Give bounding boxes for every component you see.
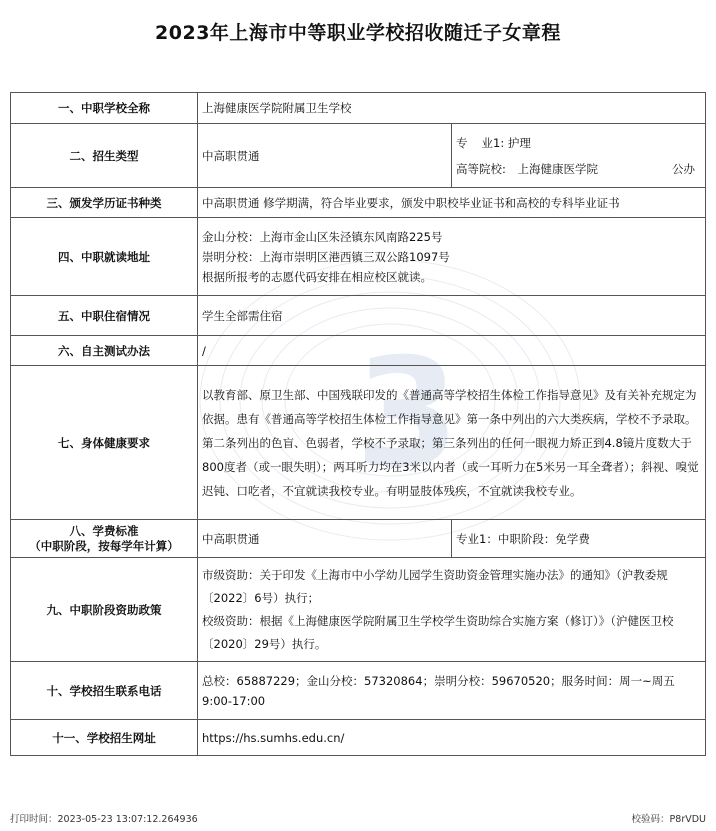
page-title: 2023年上海市中等职业学校招收随迁子女章程 bbox=[155, 22, 561, 44]
table-row bbox=[11, 218, 706, 296]
college-suffix: 公办 bbox=[672, 161, 695, 176]
admission-table bbox=[10, 92, 706, 756]
college-value: 上海健康医学院 bbox=[517, 161, 599, 176]
major-mid: 业1: bbox=[481, 135, 505, 150]
major-value: 护理 bbox=[507, 135, 531, 150]
table-row bbox=[11, 124, 706, 188]
enroll-type-left: 中高职贯通 bbox=[198, 124, 452, 188]
tuition-label-line2: （中职阶段，按每学年计算） bbox=[29, 538, 179, 553]
aid-value bbox=[198, 558, 706, 662]
aid-school: 校级资助：根据《上海健康医学院附属卫生学校学生资助综合实施方案（修订）》（沪健医卫校〔2020〕29号）执行。 bbox=[202, 613, 674, 651]
certificate-value: 中高职贯通 修学期满，符合毕业要求，颁发中职校毕业证书和高校的专科毕业证书 bbox=[198, 188, 706, 218]
website-link[interactable]: https://hs.sumhs.edu.cn/ bbox=[198, 720, 706, 756]
table-row bbox=[11, 93, 706, 124]
dorm-value: 学生全部需住宿 bbox=[198, 296, 706, 336]
row-label-school-name: 一、中职学校全称 bbox=[11, 93, 198, 124]
address-chongming: 崇明分校：上海市崇明区港西镇三双公路1097号 bbox=[202, 249, 450, 264]
row-label-tuition bbox=[11, 520, 198, 558]
address-jinshan: 金山分校：上海市金山区朱泾镇东风南路225号 bbox=[202, 229, 443, 244]
address-value bbox=[198, 218, 706, 296]
print-time: 打印时间：2023-05-23 13:07:12.264936 bbox=[10, 814, 198, 825]
address-note: 根据所报考的志愿代码安排在相应校区就读。 bbox=[202, 269, 432, 284]
table-row bbox=[11, 720, 706, 756]
health-value: 以教育部、原卫生部、中国残联印发的《普通高等学校招生体检工作指导意见》及有关补充规定为依据。患有《普通高等学校招生体检工作指导意见》第一条中列出的六大类疾病，学校不予录取。第二条列出的色盲、色弱者，学校不予录取；第三条列出的任何一眼视力矫正到4.8镜片度数大于800度者（或一眼失明）；两耳听力均在3米以内者（或一耳听力在5米另一耳全聋者）；斜视、嗅觉迟钝、口吃者，不宜就读我校专业。有明显肢体残疾，不宜就读我校专业。 bbox=[198, 366, 706, 520]
college-prefix: 高等院校: bbox=[456, 161, 506, 176]
check-code: 校验码：P8rVDU bbox=[631, 814, 706, 825]
aid-city: 市级资助：关于印发《上海市中小学幼儿园学生资助资金管理实施办法》的通知》（沪教委规〔2022〕6号）执行； bbox=[202, 567, 668, 605]
row-label-address: 四、中职就读地址 bbox=[11, 218, 198, 296]
table-row bbox=[11, 558, 706, 662]
row-label-enroll-type: 二、招生类型 bbox=[11, 124, 198, 188]
major-prefix: 专 bbox=[456, 135, 468, 150]
phone-value: 总校：65887229；金山分校：57320864；崇明分校：59670520；服务时间：周一~周五 9:00-17:00 bbox=[198, 662, 706, 720]
table-row bbox=[11, 336, 706, 366]
table-row bbox=[11, 296, 706, 336]
table-row bbox=[11, 662, 706, 720]
row-label-test: 六、自主测试办法 bbox=[11, 336, 198, 366]
tuition-left: 中高职贯通 bbox=[198, 520, 452, 558]
row-label-certificate: 三、颁发学历证书种类 bbox=[11, 188, 198, 218]
row-label-dorm: 五、中职住宿情况 bbox=[11, 296, 198, 336]
row-label-aid: 九、中职阶段资助政策 bbox=[11, 558, 198, 662]
row-label-health: 七、身体健康要求 bbox=[11, 366, 198, 520]
table-row bbox=[11, 188, 706, 218]
enroll-type-detail bbox=[452, 124, 706, 188]
test-value: / bbox=[198, 336, 706, 366]
table-row bbox=[11, 520, 706, 558]
table-row bbox=[11, 366, 706, 520]
row-label-website: 十一、学校招生网址 bbox=[11, 720, 198, 756]
tuition-label-line1: 八、学费标准 bbox=[69, 523, 139, 538]
tuition-right: 专业1：中职阶段：免学费 bbox=[452, 520, 706, 558]
school-name-value: 上海健康医学院附属卫生学校 bbox=[198, 93, 706, 124]
row-label-phone: 十、学校招生联系电话 bbox=[11, 662, 198, 720]
svg-text:3: 3 bbox=[355, 327, 460, 501]
